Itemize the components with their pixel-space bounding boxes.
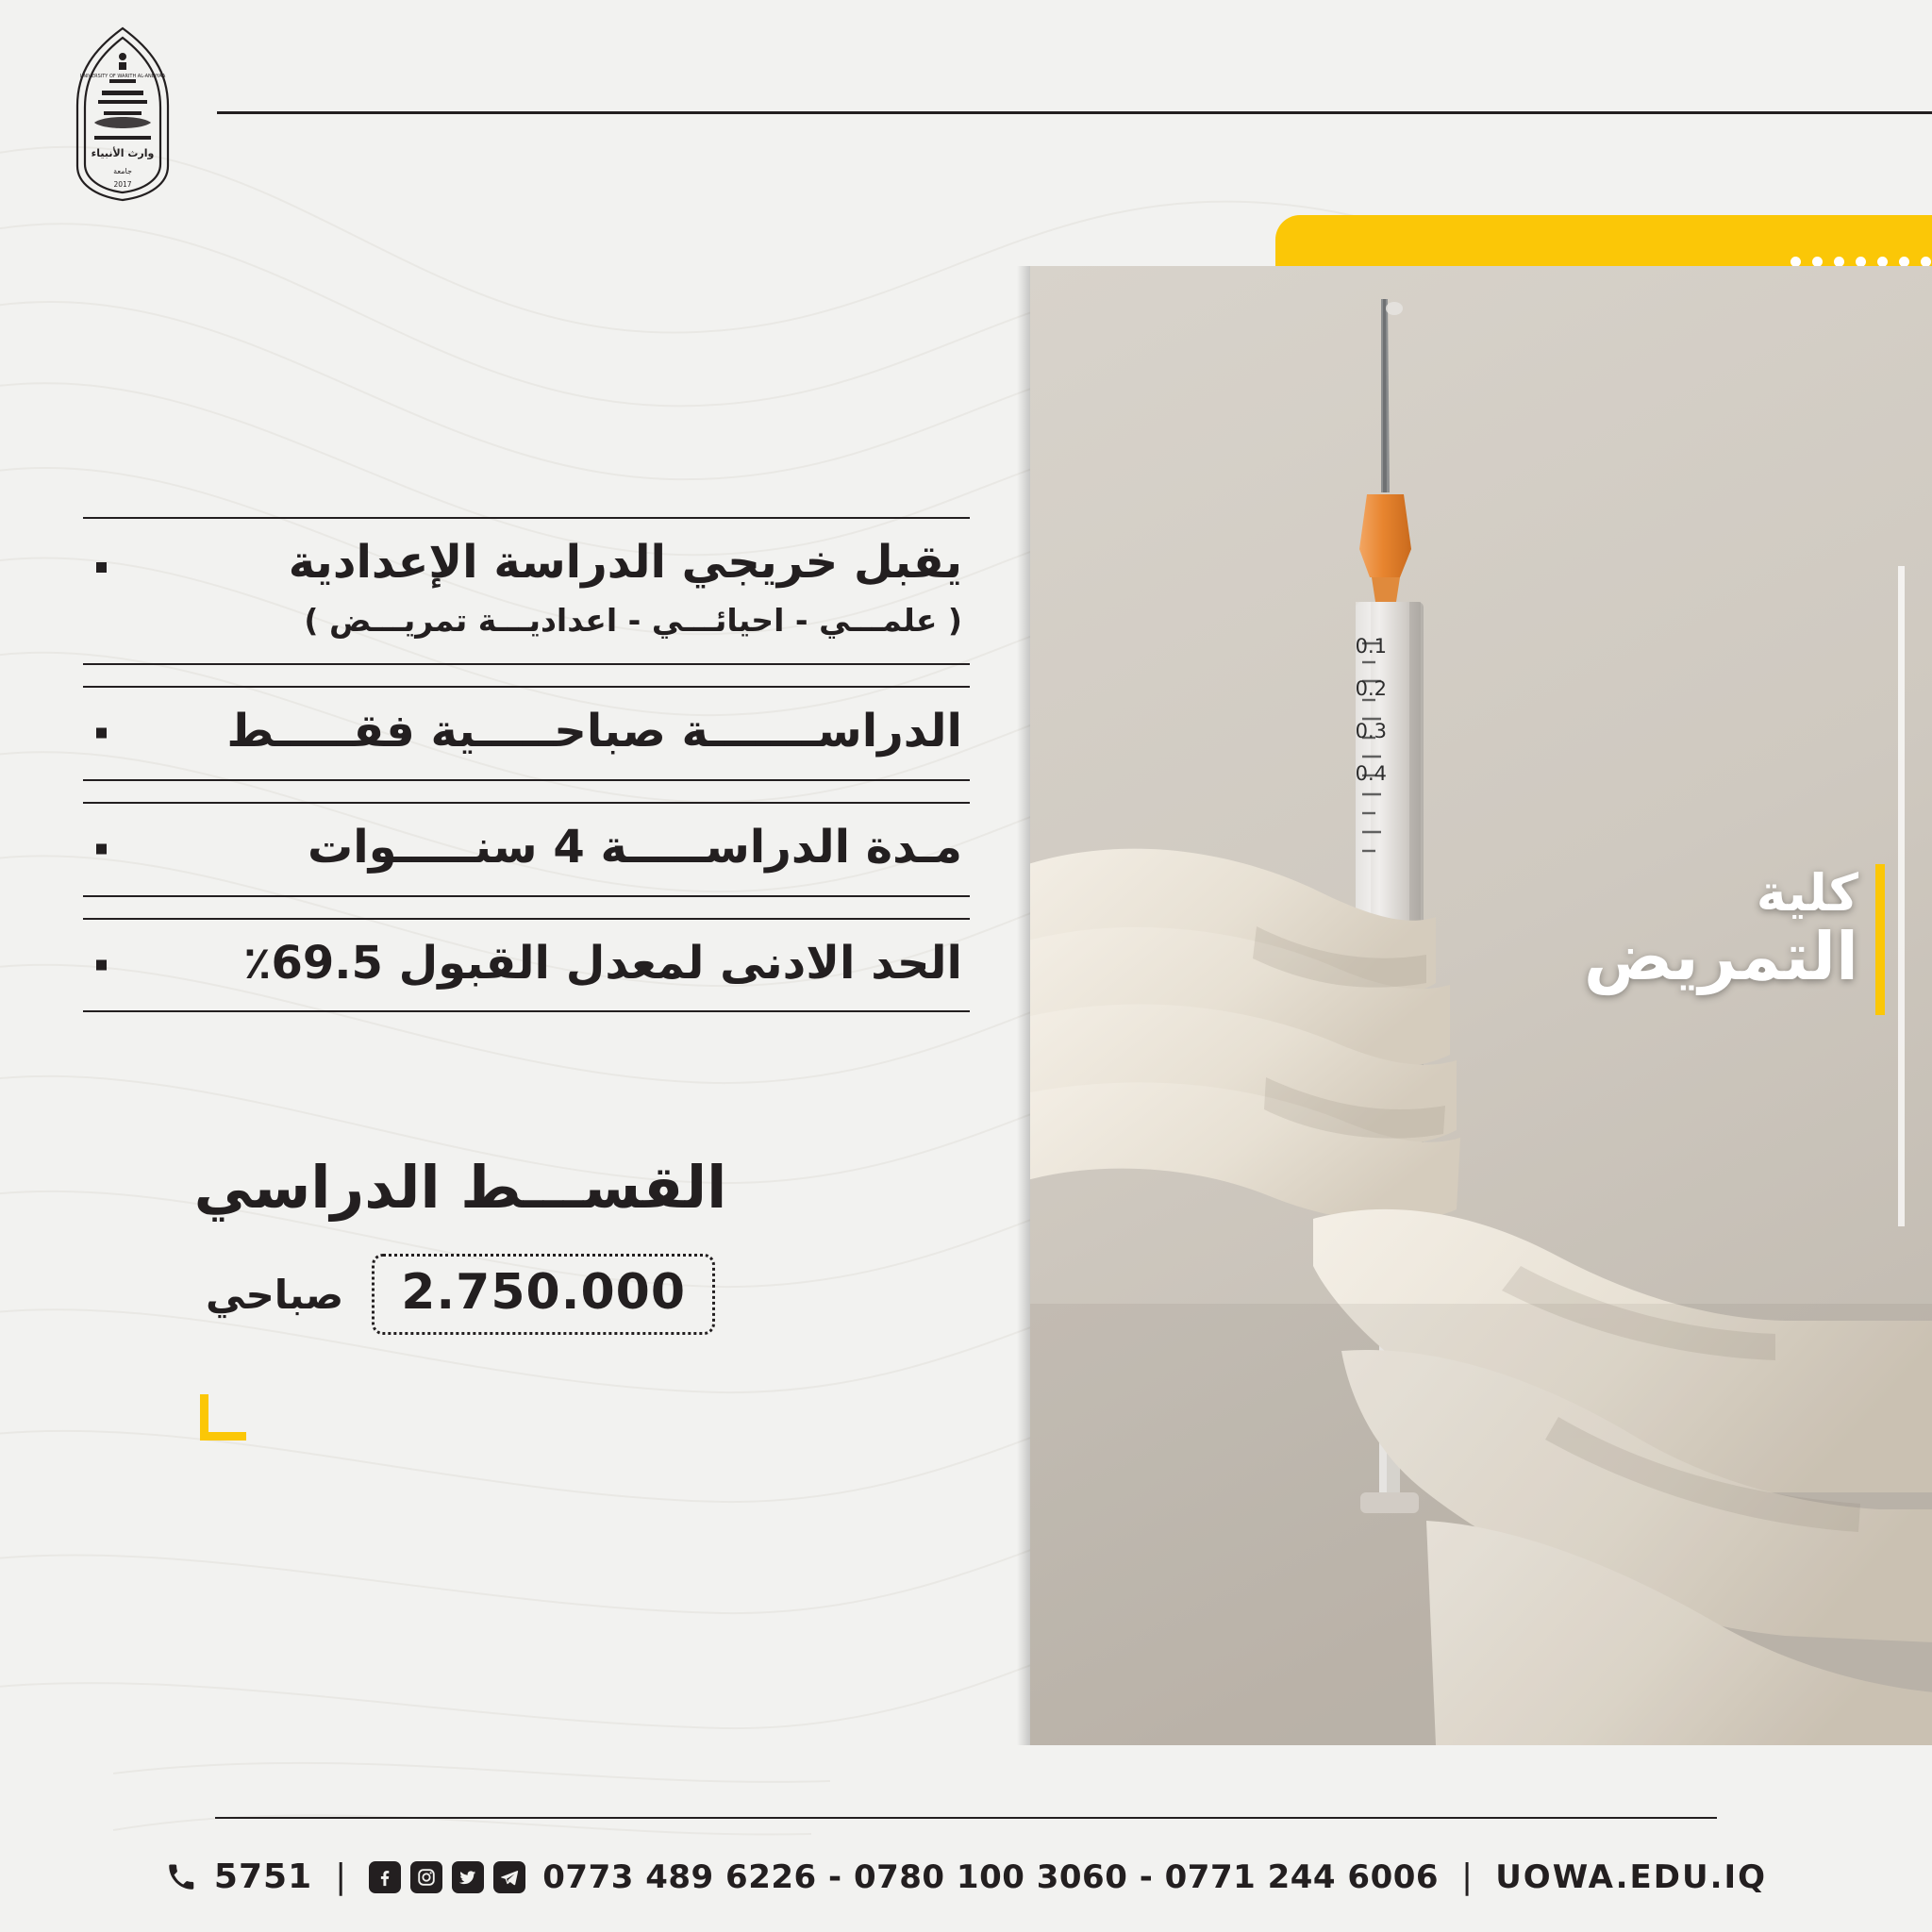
- info-item-main: مـدة الدراســـــة 4 سنـــــوات: [308, 820, 962, 874]
- photo-shadow: [1017, 266, 1030, 1745]
- info-item-main: الدراســـــــة صباحـــــية فقـــــط: [226, 704, 962, 758]
- info-item-main: الحد الادنى لمعدل القبول 69.5٪: [243, 936, 962, 990]
- bullet-icon: [96, 959, 107, 970]
- social-links: [369, 1861, 525, 1893]
- telegram-icon[interactable]: [493, 1861, 525, 1893]
- bullet-icon: [96, 844, 107, 855]
- tuition-value: 2.750.000: [372, 1254, 715, 1335]
- footer-phone-numbers[interactable]: 0773 489 6226 - 0780 100 3060 - 0771 244 6006: [542, 1857, 1440, 1896]
- svg-text:UNIVERSITY OF WARITH AL-ANBIYA: UNIVERSITY OF WARITH AL-ANBIYAA: [79, 74, 166, 79]
- facebook-icon[interactable]: [369, 1861, 401, 1893]
- university-logo: [57, 25, 189, 204]
- footer-separator-2: |: [1461, 1857, 1474, 1896]
- footer-divider: [215, 1817, 1717, 1819]
- info-item-requirements: [83, 517, 970, 665]
- twitter-icon[interactable]: [452, 1861, 484, 1893]
- info-item-main: يقبل خريجي الدراسة الإعدادية: [288, 536, 962, 589]
- footer-short-number[interactable]: 5751: [213, 1857, 313, 1896]
- info-item-schedule: [83, 686, 970, 781]
- instagram-icon[interactable]: [410, 1861, 442, 1893]
- tuition-label: صباحي: [205, 1271, 344, 1318]
- header-divider: [217, 111, 1932, 114]
- phone-icon: [165, 1861, 197, 1893]
- college-title-line2: التمريض: [1583, 918, 1858, 996]
- svg-text:2017: 2017: [113, 180, 132, 189]
- info-item-minimum-grade: [83, 918, 970, 1013]
- info-item-sub: ( علمـــي - احيائـــي - اعداديـــة تمريـــض ): [304, 601, 962, 639]
- tuition-block: [83, 1153, 838, 1335]
- vertical-white-rule: [1898, 566, 1905, 1226]
- footer-separator-1: |: [335, 1857, 347, 1896]
- svg-text:جامعة: جامعة: [113, 167, 132, 175]
- tuition-row: [83, 1254, 838, 1335]
- college-title-line1: كلية: [1756, 863, 1858, 923]
- svg-text:وارث الأنبياء: وارث الأنبياء: [91, 147, 155, 159]
- corner-accent-mark: [200, 1394, 246, 1441]
- info-item-duration: [83, 802, 970, 897]
- svg-text:0.1: 0.1: [1355, 635, 1387, 658]
- footer-website[interactable]: UOWA.EDU.IQ: [1495, 1857, 1768, 1896]
- svg-text:0.2: 0.2: [1355, 677, 1387, 700]
- bullet-icon: [96, 728, 107, 739]
- bullet-icon: [96, 562, 107, 573]
- footer-contact-bar: [0, 1857, 1932, 1896]
- title-accent-bar: [1875, 864, 1885, 1015]
- nursing-photo: [1030, 266, 1932, 1745]
- college-title: [1528, 863, 1858, 996]
- admission-info-list: [83, 517, 970, 1033]
- svg-text:0.3: 0.3: [1355, 720, 1387, 742]
- svg-text:0.4: 0.4: [1355, 762, 1387, 785]
- tuition-title: القســـط الدراسي: [193, 1153, 727, 1222]
